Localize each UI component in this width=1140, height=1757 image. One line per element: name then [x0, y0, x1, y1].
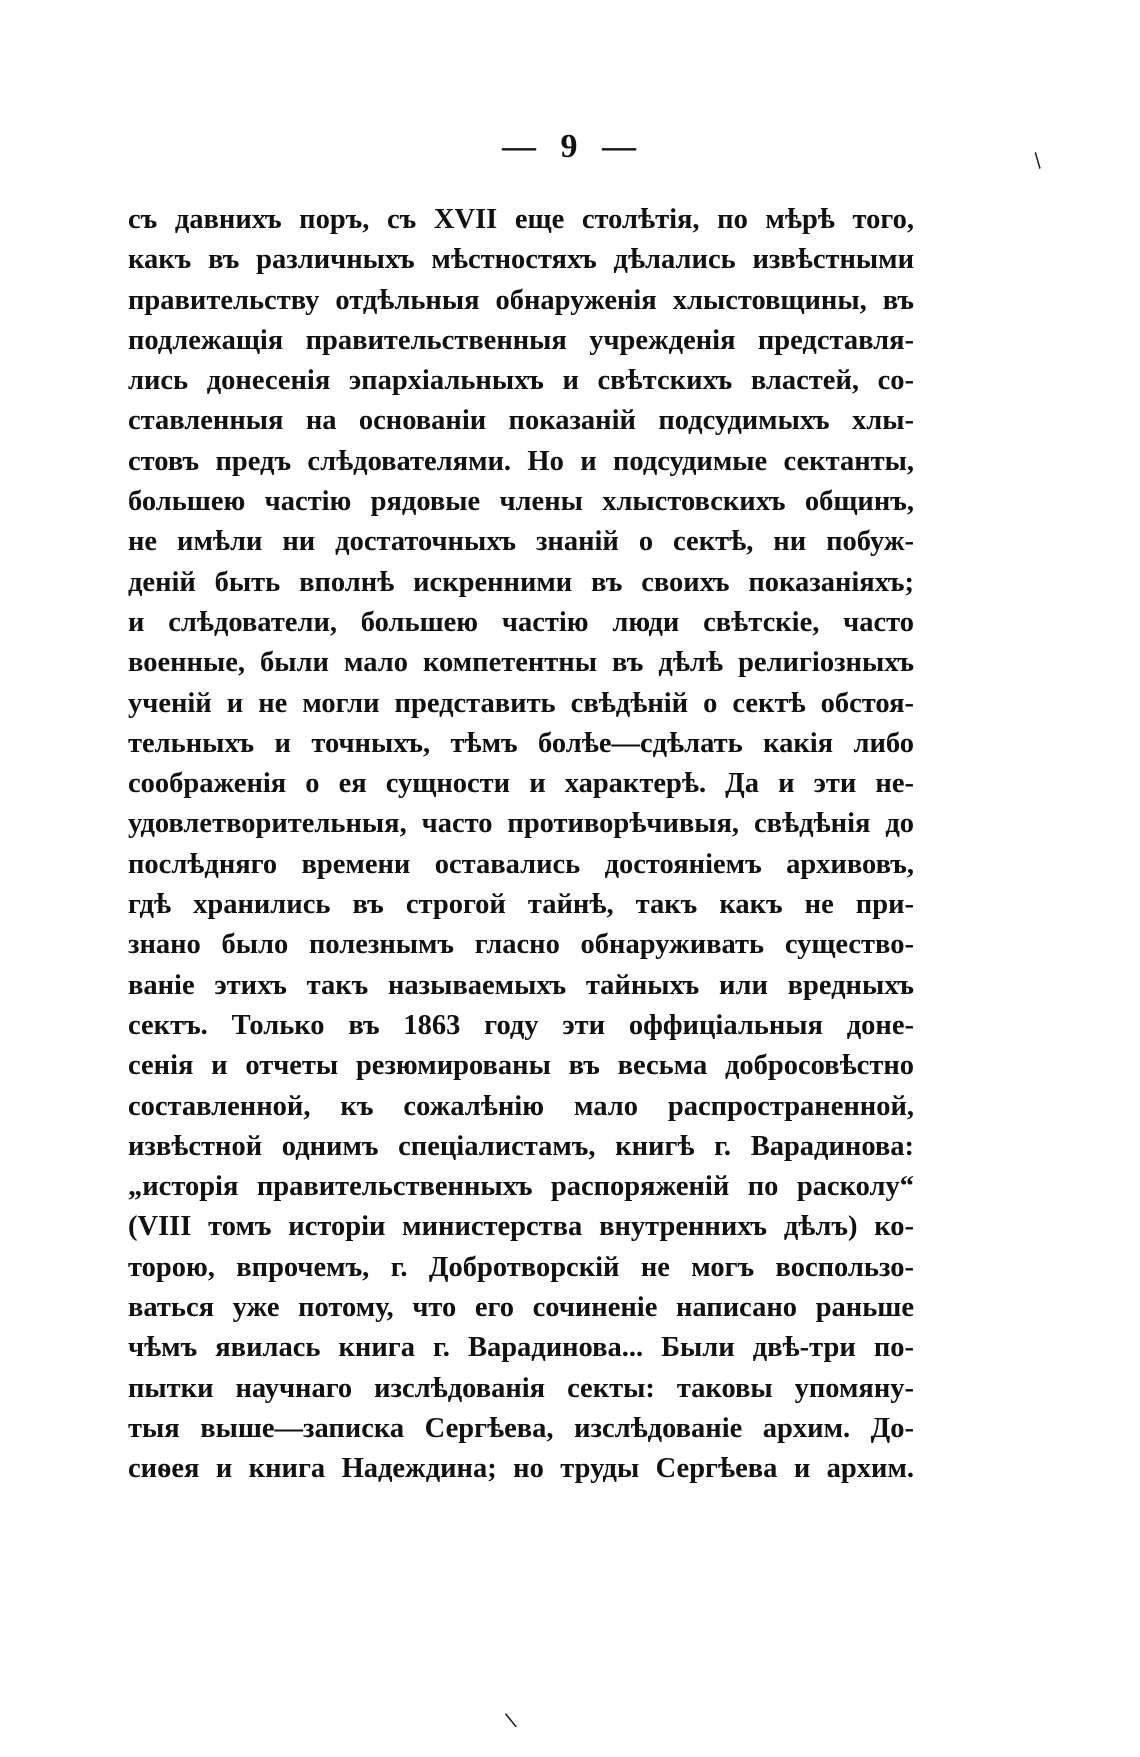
- text-line: чѣмъ явилась книга г. Варадинова... Были двѣ-три по-: [128, 1332, 914, 1364]
- text-line: военные, были мало компетентны въ дѣлѣ религіозныхъ: [128, 647, 914, 679]
- text-line: лись донесенія эпархіальныхъ и свѣтскихъ властей, со-: [128, 365, 914, 397]
- text-line: правительству отдѣльныя обнаруженія хлыстовщины, въ: [128, 284, 914, 316]
- text-line: торою, впрочемъ, г. Добротворскій не могъ воспользо-: [128, 1251, 914, 1283]
- text-line: тыя выше—записка Сергѣева, изслѣдованіе архим. До-: [128, 1412, 914, 1444]
- text-line: тельныхъ и точныхъ, тѣмъ болѣе—сдѣлать какія либо: [128, 727, 914, 759]
- text-line: и слѣдователи, большею частію люди свѣтскіе, часто: [128, 606, 914, 638]
- text-line: сектъ. Только въ 1863 году эти оффиціальныя доне-: [128, 1009, 914, 1041]
- text-line: удовлетворительныя, часто противорѣчивыя, свѣдѣнія до: [128, 808, 914, 840]
- text-line: какъ въ различныхъ мѣстностяхъ дѣлались извѣстными: [128, 244, 914, 276]
- text-line: сиѳея и книга Надеждина; но труды Сергѣева и архим.: [128, 1453, 914, 1485]
- bottom-mark: \: [503, 1707, 519, 1735]
- text-line: извѣстной однимъ спеціалистамъ, книгѣ г. Варадинова:: [128, 1130, 914, 1162]
- text-line: подлежащія правительственныя учрежденія представля-: [128, 324, 914, 356]
- text-line: пытки научнаго изслѣдованія секты: таковы упомяну-: [128, 1372, 914, 1404]
- text-line: ставленныя на основаніи показаній подсудимыхъ хлы-: [128, 405, 914, 437]
- text-line: не имѣли ни достаточныхъ знаній о сектѣ, ни побуж-: [128, 526, 914, 558]
- text-line: большею частію рядовые члены хлыстовскихъ общинъ,: [128, 486, 914, 518]
- text-line: деній быть вполнѣ искренними въ своихъ показаніяхъ;: [128, 566, 914, 598]
- text-line: съ давнихъ поръ, съ XVII еще столѣтія, по мѣрѣ того,: [128, 204, 914, 235]
- text-line: „исторія правительственныхъ распоряженій по расколу“: [128, 1171, 914, 1203]
- page-number: [0, 128, 1140, 166]
- body-text: [128, 200, 914, 1490]
- text-line: сенія и отчеты резюмированы въ весьма добросовѣстно: [128, 1050, 914, 1082]
- page-number-dash-left: —: [502, 128, 538, 165]
- page-number-value: 9: [560, 128, 580, 165]
- text-line: послѣдняго времени оставались достояніемъ архивовъ,: [128, 848, 914, 880]
- page-number-dash-right: —: [602, 128, 638, 165]
- text-line: стовъ предъ слѣдователями. Но и подсудимые сектанты,: [128, 445, 914, 477]
- text-line: ваніе этихъ такъ называемыхъ тайныхъ или вредныхъ: [128, 969, 914, 1001]
- text-line: ваться уже потому, что его сочиненіе написано раньше: [128, 1292, 914, 1324]
- corner-mark: /: [1027, 148, 1049, 174]
- text-line: ученій и не могли представить свѣдѣній о сектѣ обстоя-: [128, 687, 914, 719]
- text-line: знано было полезнымъ гласно обнаруживать существо-: [128, 929, 914, 961]
- text-line: (VIII томъ исторіи министерства внутреннихъ дѣлъ) ко-: [128, 1211, 914, 1243]
- text-line: составленной, къ сожалѣнію мало распространенной,: [128, 1090, 914, 1122]
- text-line: гдѣ хранились въ строгой тайнѣ, такъ какъ не при-: [128, 889, 914, 921]
- text-line: соображенія о ея сущности и характерѣ. Да и эти не-: [128, 768, 914, 800]
